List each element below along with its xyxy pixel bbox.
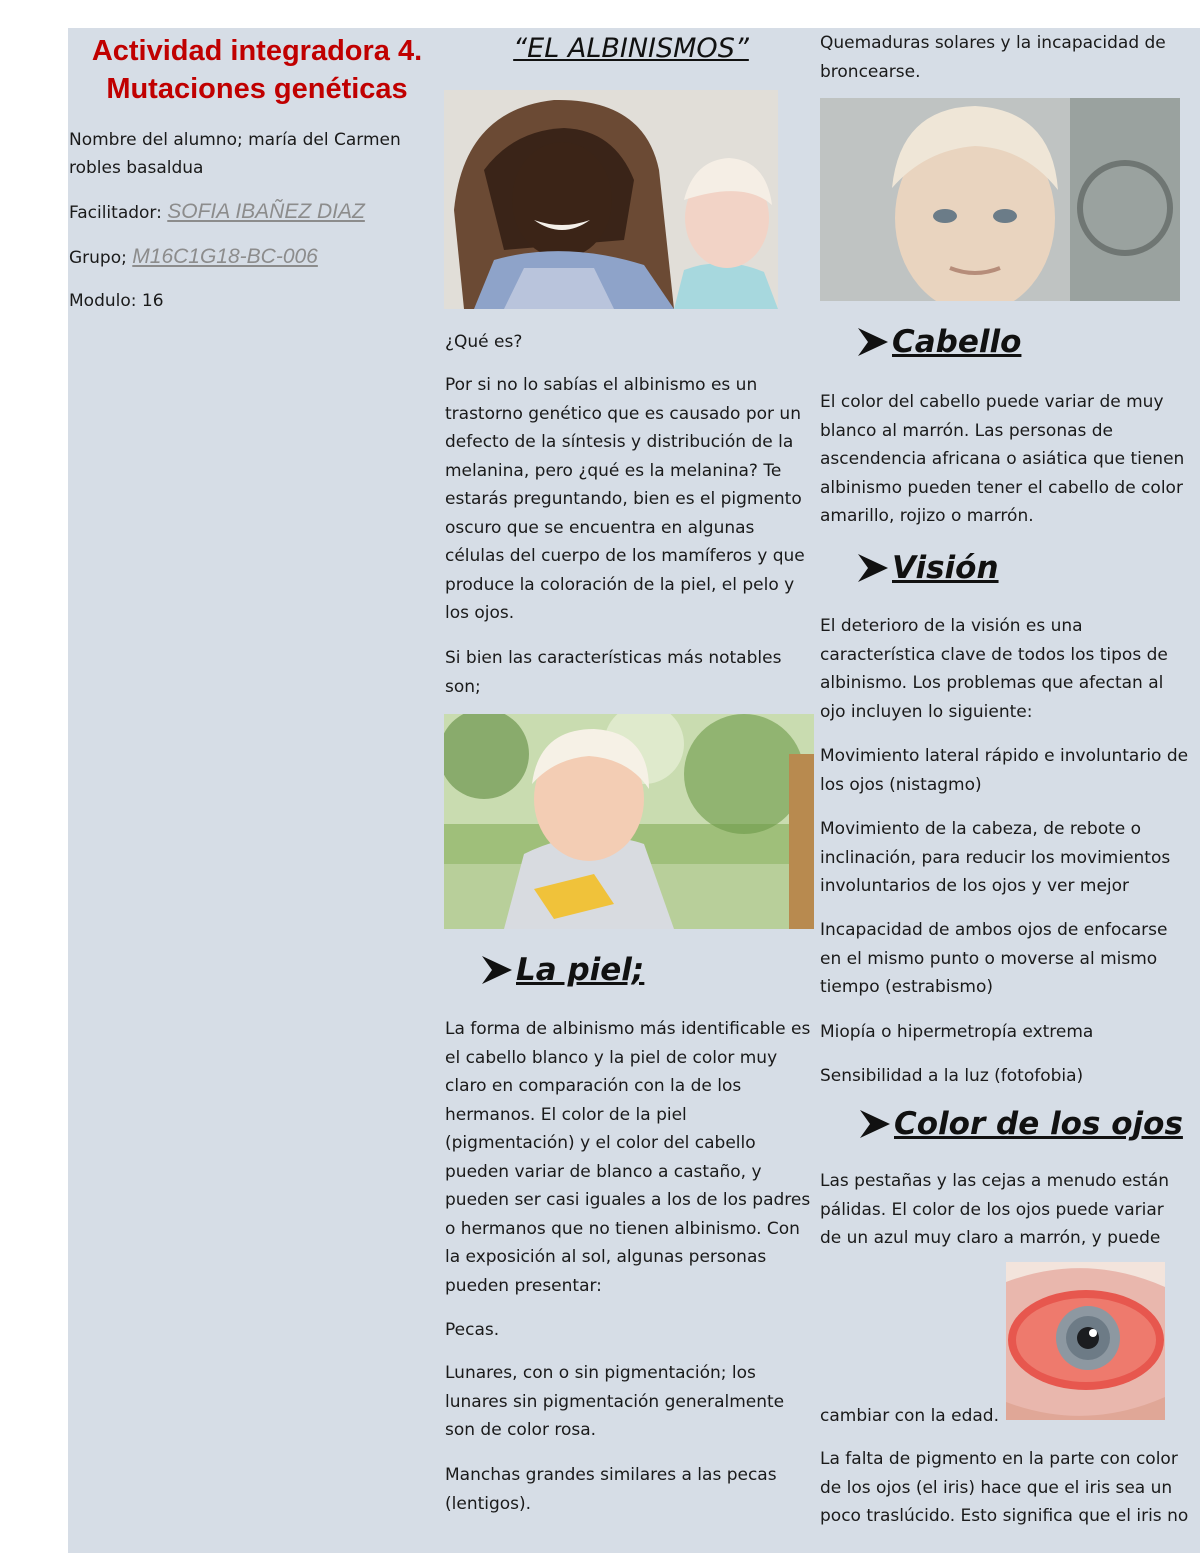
hair-heading: Cabello — [856, 324, 1021, 360]
vision-item-head-movement: Movimiento de la cabeza, de rebote o inclinación, para reducir los movimientos involuntarios de los ojos y ver mejor — [820, 819, 1171, 896]
freckles-item: Pecas. — [445, 1320, 500, 1340]
eye-color-paragraph: Las pestañas y las cejas a menudo están pálidas. El color de los ojos puede variar de un azul muy claro a marrón, y puede — [820, 1171, 1170, 1248]
facilitator-line: Facilitador: SOFIA IBAÑEZ DIAZ — [69, 200, 365, 223]
arrow-bullet-icon — [856, 326, 890, 358]
eye-color-heading: Color de los ojos — [858, 1106, 1183, 1142]
main-title: “EL ALBINISMOS” — [513, 33, 749, 64]
facilitator-name: SOFIA IBAÑEZ DIAZ — [167, 200, 365, 223]
moles-item: Lunares, con o sin pigmentación; los lunares sin pigmentación generalmente son de color rosa. — [445, 1363, 785, 1440]
skin-heading: La piel; — [480, 952, 644, 988]
mother-and-albino-child-photo — [444, 90, 778, 309]
group-line: Grupo; M16C1G18-BC-006 — [69, 245, 318, 268]
skin-paragraph: La forma de albinismo más identificable es el cabello blanco y la piel de color muy claro en comparación con la de los hermanos. El color de la piel (pigmentación) y el color del cabello pueden variar de blanco a castaño, y pueden ser casi iguales a los de los padres o hermanos que no tienen albinismo. Con la exposición al sol, algunas personas pueden presentar: — [445, 1019, 811, 1296]
notable-features-text: Si bien las características más notables son; — [445, 648, 782, 697]
albino-toddler-photo — [444, 714, 814, 929]
vision-paragraph: El deterioro de la visión es una característica clave de todos los tipos de albinismo. Los problemas que afectan al ojo incluyen lo siguiente: — [820, 616, 1168, 722]
vision-item-photophobia: Sensibilidad a la luz (fotofobia) — [820, 1066, 1084, 1086]
arrow-bullet-icon — [480, 954, 514, 986]
albino-boy-portrait-photo — [820, 98, 1180, 301]
vision-item-nystagmus: Movimiento lateral rápido e involuntario de los ojos (nistagmo) — [820, 746, 1189, 795]
iris-paragraph: La falta de pigmento en la parte con color de los ojos (el iris) hace que el iris sea un poco traslúcido. Esto significa que el iris no — [820, 1449, 1189, 1526]
student-name: Nombre del alumno; maría del Carmen robles basaldua — [69, 130, 401, 178]
lentigos-item: Manchas grandes similares a las pecas (lentigos). — [445, 1465, 777, 1514]
sunburn-text: Quemaduras solares y la incapacidad de broncearse. — [820, 33, 1166, 82]
red-eye-closeup-photo — [1006, 1262, 1165, 1420]
arrow-bullet-icon — [858, 1108, 892, 1140]
vision-item-strabismus: Incapacidad de ambos ojos de enfocarse en el mismo punto o moverse al mismo tiempo (estrabismo) — [820, 920, 1168, 997]
vision-item-myopia: Miopía o hipermetropía extrema — [820, 1022, 1094, 1042]
group-code: M16C1G18-BC-006 — [132, 245, 318, 268]
module-line: Modulo: 16 — [69, 291, 164, 311]
arrow-bullet-icon — [856, 552, 890, 584]
eye-color-paragraph-end: cambiar con la edad. — [820, 1406, 999, 1426]
intro-paragraph: Por si no lo sabías el albinismo es un trastorno genético que es causado por un defecto de la síntesis y distribución de la melanina, pero ¿qué es la melanina? Te estarás preguntando, bien es el pigmento oscuro que se encuentra en algunas células del cuerpo de los mamíferos y que produce la coloración de la piel, el pelo y los ojos. — [445, 375, 805, 623]
question-what-is: ¿Qué es? — [445, 332, 523, 352]
vision-heading: Visión — [856, 550, 999, 586]
hair-paragraph: El color del cabello puede variar de muy blanco al marrón. Las personas de ascendencia africana o asiática que tienen albinismo pueden tener el cabello de color amarillo, rojizo o marrón. — [820, 392, 1185, 526]
activity-title: Actividad integradora 4. Mutaciones genéticas — [91, 35, 423, 105]
